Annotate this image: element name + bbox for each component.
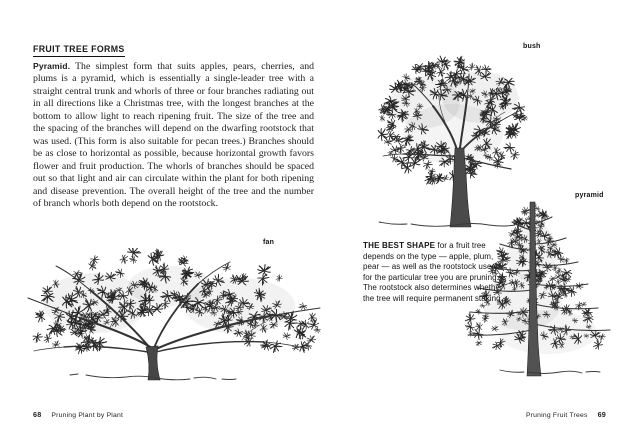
running-title-right: Pruning Fruit Trees <box>525 412 588 419</box>
pyramid-ground-line <box>500 370 600 374</box>
caption-text: for a fruit tree depends on the type — apple, plum, pear — as well as the rootstock used for the particular tree you are pruning. The rootstock also determines whether the tree will require permanent staking. <box>363 241 503 303</box>
paragraph-lead-word: Pyramid. <box>33 61 71 71</box>
body-paragraph <box>33 60 314 210</box>
paragraph-text: The simplest form that suits apples, pears, cherries, and plums is a pyramid, which is essentially a single-leader tree with a straight central trunk and whorls of three or four branches radiating out in all directions like a Christmas tree, with the longest branches at the bottom to allow light to reach ripening fruit. The size of the tree and the spacing of the branches will depend on the dwarfing rootstock that was used. (This form is also suitable for pecan trees.) Branches should be as close to horizontal as possible, because horizontal growth favors flower and fruit production. The whorls of branches should be spaced out so that light and air can circulate within the plant for both ripening and disease prevention. The overall height of the tree and the number of branch whorls both depend on the rootstock. <box>33 61 314 209</box>
figure-label-bush: bush <box>523 43 541 50</box>
right-footer <box>526 410 606 419</box>
figure-label-fan: fan <box>263 239 275 246</box>
left-footer <box>33 410 123 419</box>
section-heading: FRUIT TREE FORMS <box>33 44 125 57</box>
figure-caption <box>363 241 506 305</box>
caption-lead: THE BEST SHAPE <box>363 241 436 250</box>
page-number-right: 69 <box>597 410 606 419</box>
fan-tree-illustration <box>20 248 330 383</box>
page-number-left: 68 <box>33 410 42 419</box>
running-title-left: Pruning Plant by Plant <box>51 412 124 419</box>
figure-label-pyramid: pyramid <box>575 192 604 199</box>
